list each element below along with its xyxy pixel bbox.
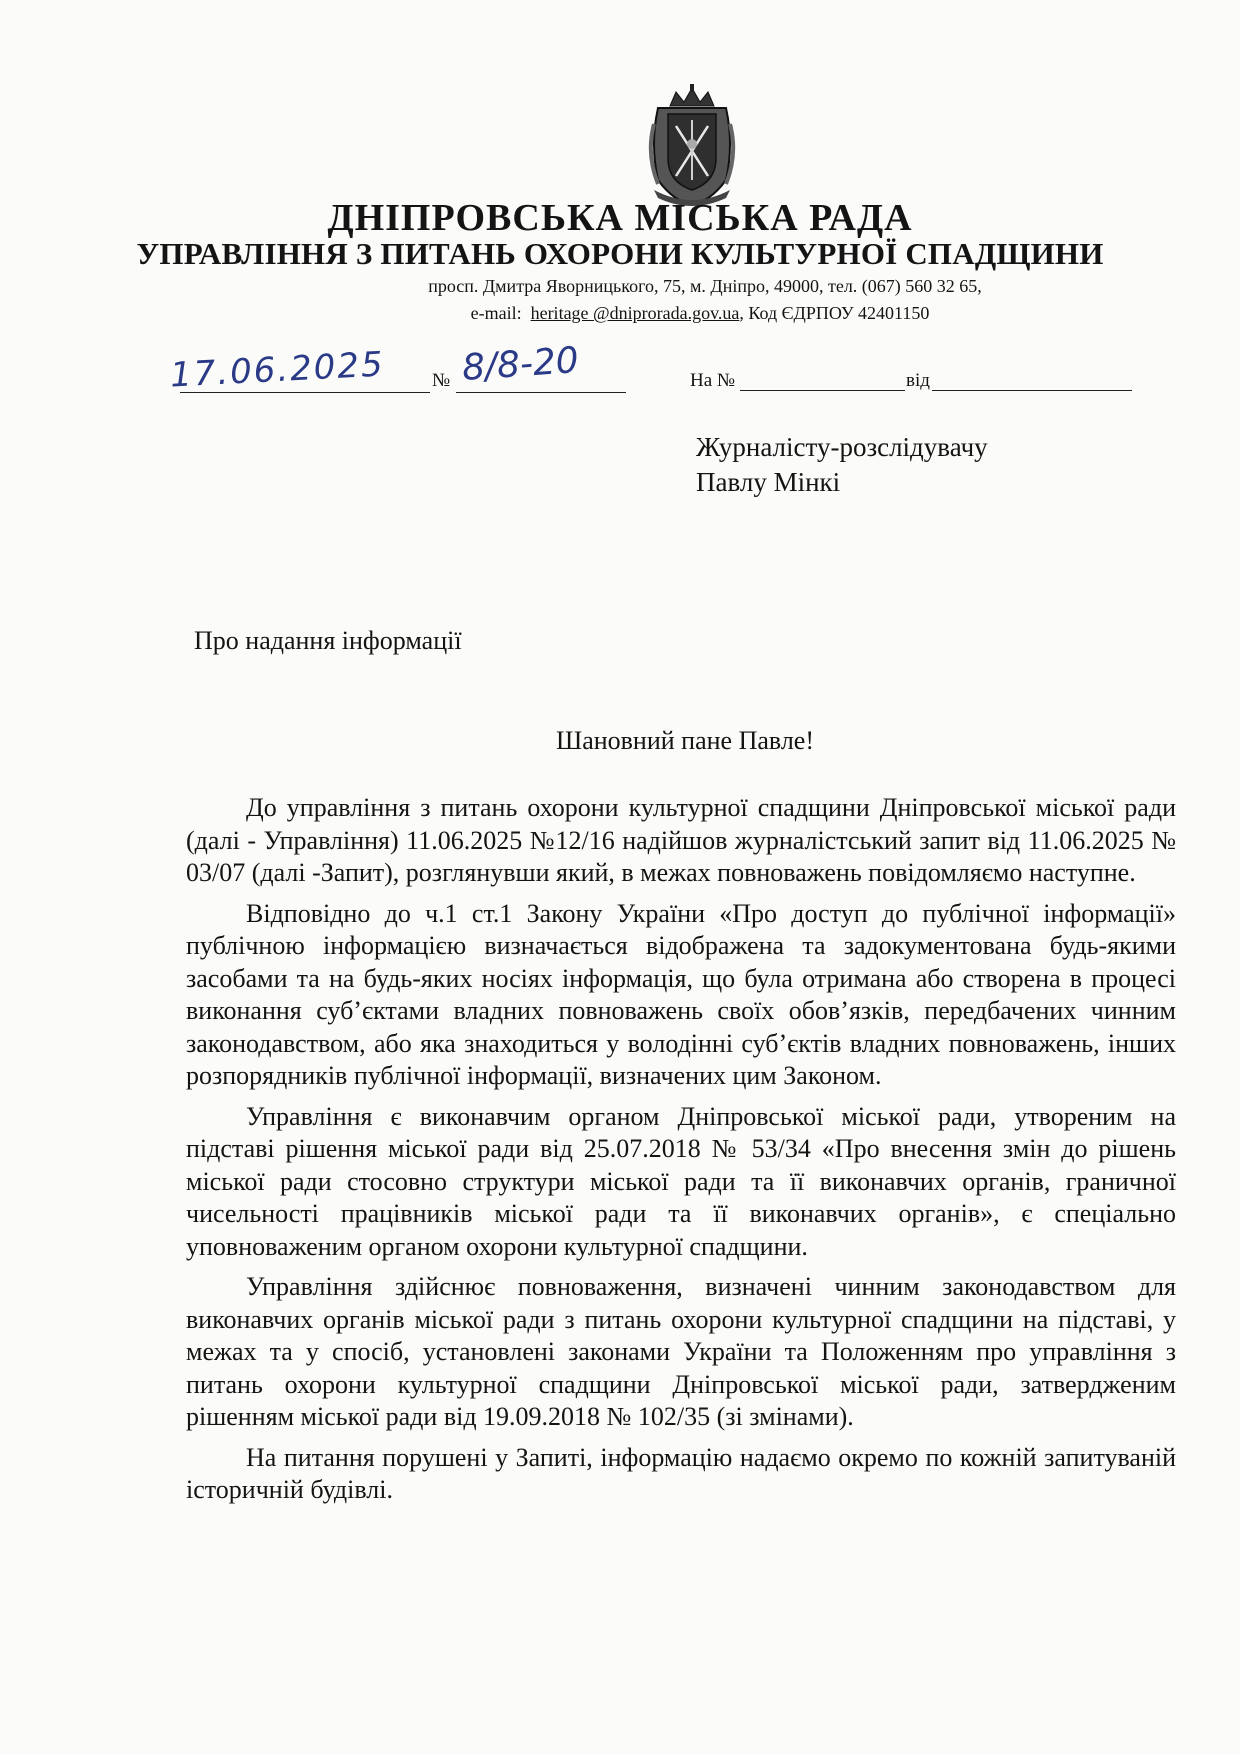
reply-from-blank <box>932 390 1132 391</box>
letter-subject: Про надання інформації <box>194 626 462 655</box>
body-paragraph: Управління здійснює повноваження, визначені чинним законодавством для виконавчих органів міської ради з питань охорони культурної спадщини на підставі, у межах та у спосіб, установлені законами України та Положенням про управління з питань охорони культурної спадщини Дніпровської міської ради, затвердженим рішенням міської ради від 19.09.2018 № 102/35 (зі змінами). <box>186 1272 1176 1431</box>
edrpou-code: , Код ЄДРПОУ 42401150 <box>739 303 930 323</box>
handwritten-number: 8/8-20 <box>460 339 581 390</box>
council-name: ДНІПРОВСЬКА МІСЬКА РАДА <box>327 197 913 239</box>
body-paragraph: Управління є виконавчим органом Дніпровської міської ради, утвореним на підставі рішення міської ради від 25.07.2018 № 53/34 «Про внесення змін до рішень міської ради стосовно структури міської ради та її виконавчих органів, граничної чисельності працівників міської ради та її виконавчих органів», є спеціально уповноваженим органом охорони культурної спадщини. <box>186 1101 1176 1261</box>
letter-body <box>186 792 1176 1515</box>
number-underline <box>456 392 626 393</box>
number-label: № <box>432 370 451 391</box>
address-line: просп. Дмитра Яворницького, 75, м. Дніпро, 49000, тел. (067) 560 32 65, <box>428 276 982 296</box>
handwritten-date: 17.06.2025 <box>169 344 386 396</box>
greeting: Шановний пане Павле! <box>555 726 815 755</box>
reply-to-blank <box>740 390 905 391</box>
city-coat-of-arms-icon <box>644 84 740 208</box>
reply-to-label: На № <box>690 370 736 391</box>
addressee-block <box>696 430 988 500</box>
contact-line <box>0 303 1240 324</box>
department-name: УПРАВЛІННЯ З ПИТАНЬ ОХОРОНИ КУЛЬТУРНОЇ СПАДЩИНИ <box>136 236 1104 271</box>
email-link[interactable]: heritage @dniprorada.gov.ua <box>530 303 740 323</box>
addressee-line-2: Павлу Мінкі <box>696 467 841 497</box>
date-underline <box>180 392 430 393</box>
addressee-line-1: Журналісту-розслідувачу <box>696 432 988 462</box>
body-paragraph: До управління з питань охорони культурної спадщини Дніпровської міської ради (далі - Управління) 11.06.2025 №12/16 надійшов журналістський запит від 11.06.2025 № 03/07 (далі -Запит), розглянувши який, в межах повноважень повідомляємо наступне. <box>186 793 1176 887</box>
reply-from-label: від <box>906 370 930 391</box>
email-label: e-mail: <box>470 303 522 323</box>
body-paragraph: На питання порушені у Запиті, інформацію надаємо окремо по кожній запитуваній історичній будівлі. <box>186 1442 1176 1504</box>
body-paragraph: Відповідно до ч.1 ст.1 Закону України «Про доступ до публічної інформації» публічною інформацією визначається відображена та задокументована будь-якими засобами та на будь-яких носіях інформація, що була отримана або створена в процесі виконання суб’єктами владних повноважень своїх обов’язків, передбачених чинним законодавством, або яка знаходиться у володінні суб’єктів владних повноважень, інших розпорядників публічної інформації, визначених цим Законом. <box>186 898 1176 1090</box>
